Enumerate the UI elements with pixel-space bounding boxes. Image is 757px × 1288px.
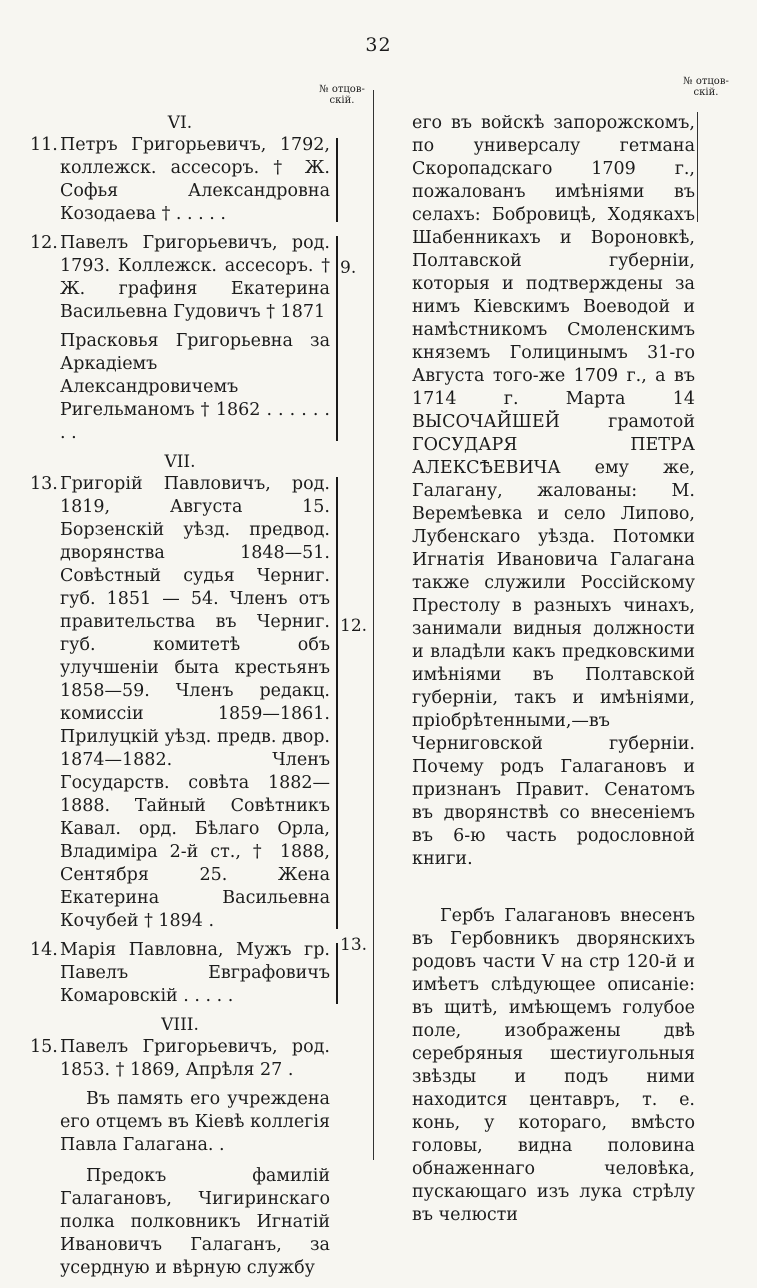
column-divider bbox=[373, 90, 374, 1160]
prose-paragraph: Гербъ Галагановъ внесенъ въ Гербовникъ дворянскихъ родовъ части V на стр 120-й и имѣетъ слѣдующее описаніе: въ щитѣ, имѣющемъ голубое поле, изображены двѣ серебряныя шестиугольныя звѣзды и подъ ними находится центавръ, т. е. конь, у котораго, вмѣсто головы, видна половина обнаженнаго человѣка, пускающаго изъ лука стрѣлу въ челюсти bbox=[412, 906, 695, 1225]
entry-number: 11. bbox=[30, 135, 58, 155]
prose-paragraph: Предокъ фамилій Галагановъ, Чигиринскаго полка полковникъ Игнатій Ивановичъ Галаганъ, за усердную и вѣрную службу bbox=[60, 1166, 330, 1278]
left-column bbox=[30, 112, 330, 1288]
entry-number: 12. bbox=[30, 233, 58, 253]
generation-heading: VIII. bbox=[161, 1015, 199, 1035]
entry-number: 14. bbox=[30, 940, 58, 960]
prose-paragraph: его въ войскѣ запорожскомъ, по универсалу гетмана Скоропадскаго 1709 г., пожалованъ имѣніями въ селахъ: Бобровицѣ, Ходякахъ Шабенникахъ и Вороновкѣ, Полтавской губерніи, которыя и подтверждены за нимъ Кіевскимъ Воеводой и намѣстникомъ Смоленскимъ княземъ Голицинымъ 31-го Августа того-же 1709 г., а въ 1714 г. Марта 14 ВЫСОЧАЙШЕЙ грамотой ГОСУДАРЯ ПЕТРА АЛЕКСѢЕВИЧА ему же, Галагану, жалованы: М. Веремѣевка и село Липово, Лубенскаго уѣзда. Потомки Игнатія Ивановича Галагана также служили Россійскому Престолу в разныхъ чинахъ, занимали видныя должности и владѣли какъ предковскими имѣніями въ Полтавской губерніи, такъ и имѣніями, пріобрѣтенными,—въ Черниговской губерніи. Почему родъ Галагановъ и признанъ Правит. Сенатомъ въ дворянствѣ со внесеніемъ въ 6-ю часть родословной книги. bbox=[412, 113, 695, 869]
genealogy-entry bbox=[30, 939, 330, 1008]
genealogy-entry bbox=[30, 232, 330, 445]
entry-brace bbox=[336, 477, 338, 929]
entry-number: 15. bbox=[30, 1037, 58, 1057]
prose-paragraph: Въ память его учреждена его отцемъ въ Кіевѣ коллегія Павла Галагана. . bbox=[60, 1089, 330, 1155]
entry-text: Павелъ Григорьевичъ, род. 1853. † 1869, Апрѣля 27 . bbox=[60, 1037, 330, 1080]
generation-heading: VI. bbox=[167, 113, 193, 133]
genealogy-entry bbox=[30, 1036, 330, 1082]
father-number-header-left: № отцов- скій. bbox=[319, 84, 365, 106]
page-number: 32 bbox=[365, 34, 392, 56]
entry-text: Петръ Григорьевичъ, 1792, коллежск. ассесоръ. † Ж. Софья Александровна Козодаева † . . . . . bbox=[60, 135, 330, 224]
entry-brace bbox=[336, 236, 338, 441]
entry-number: 13. bbox=[30, 474, 58, 494]
right-margin-rule bbox=[697, 112, 698, 222]
genealogy-entry bbox=[30, 473, 330, 933]
paragraph-gap bbox=[412, 871, 695, 905]
father-number: 13. bbox=[340, 935, 368, 955]
entry-extra-text: Прасковья Григорьевна за Аркадіемъ Александровичемъ Ригельманомъ † 1862 . . . . . . . . bbox=[60, 331, 330, 443]
father-number: 9. bbox=[340, 258, 357, 278]
genealogy-entry bbox=[30, 134, 330, 226]
father-number: 12. bbox=[340, 616, 368, 636]
entry-text: Марія Павловна, Мужъ гр. Павелъ Евграфовичъ Комаровскій . . . . . bbox=[60, 940, 330, 1006]
entry-brace bbox=[336, 138, 338, 222]
entry-text: Григорій Павловичъ, род. 1819, Августа 15. Борзенскій уѣзд. предвод. дворянства 1848—51. Совѣстный судья Черниг. губ. 1851 — 54. Членъ отъ правительства въ Черниг. губ. комитетѣ объ улучшеніи быта крестьянъ 1858—59. Членъ редакц. комиссіи 1859—1861. Прилуцкій уѣзд. предв. двор. 1874—1882. Членъ Государств. совѣта 1882—1888. Тайный Совѣтникъ Кавал. орд. Бѣлаго Орла, Владиміра 2-й ст., † 1888, Сентября 25. Жена Екатерина Васильевна Кочубей † 1894 . bbox=[60, 474, 330, 931]
right-column bbox=[412, 112, 695, 1227]
entry-text: Павелъ Григорьевичъ, род. 1793. Коллежск. ассесоръ. † Ж. графиня Екатерина Васильевна Гудовичъ † 1871 bbox=[60, 233, 330, 322]
entry-brace bbox=[336, 943, 338, 1004]
left-prose bbox=[30, 1088, 330, 1280]
father-number-header-right: № отцов- скій. bbox=[683, 76, 729, 98]
generation-heading: VII. bbox=[164, 452, 196, 472]
